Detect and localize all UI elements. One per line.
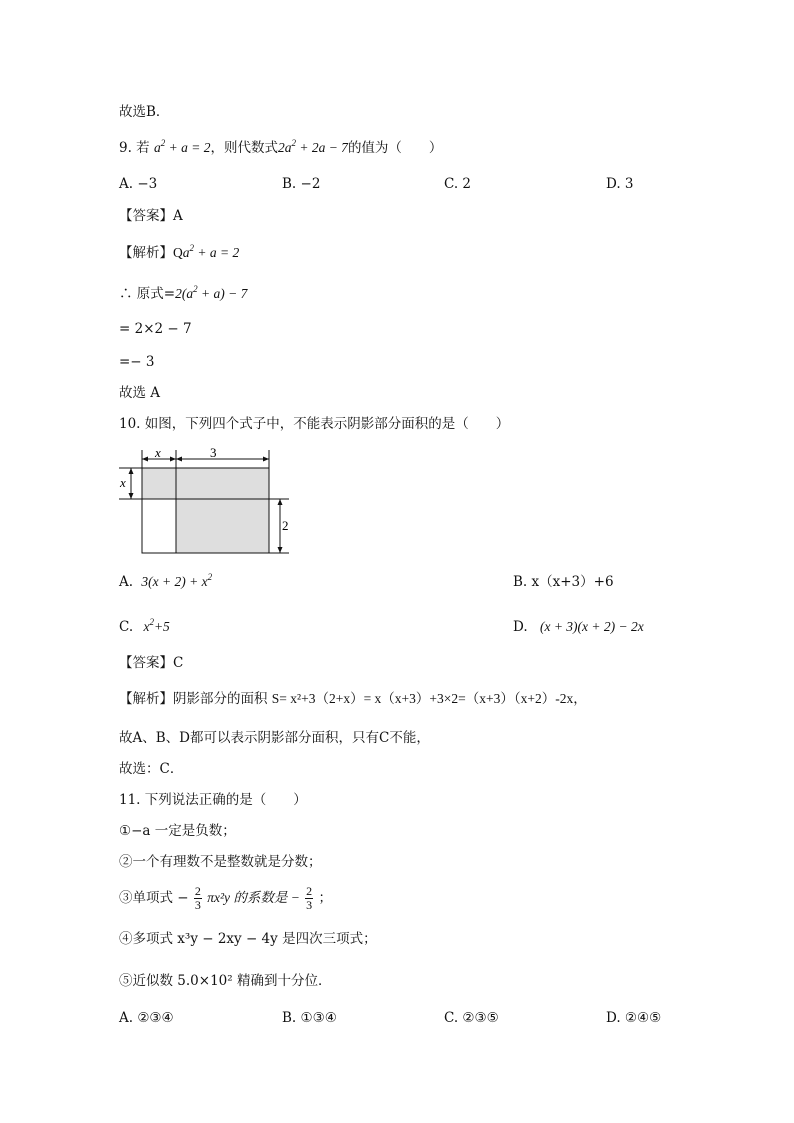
- q9-option-b: B. −2: [282, 176, 321, 192]
- q11-statement-5: ⑤近似数 5.0×10² 精确到十分位．: [119, 973, 332, 989]
- question-9: [119, 139, 442, 157]
- q9-expression: $2a^2 + 2a - 7$: [277, 138, 348, 155]
- q11-option-c: C. ②③⑤: [444, 1010, 499, 1026]
- q9-answer: 【答案】A: [119, 208, 183, 224]
- label-x-left: x: [120, 475, 126, 490]
- question-11: 11. 下列说法正确的是（ ）: [119, 792, 307, 808]
- q10-answer: 【答案】C: [119, 655, 184, 671]
- q10-c-label: C.: [119, 619, 134, 635]
- q10-option-a: [119, 573, 212, 591]
- q10-d-label: D.: [513, 619, 528, 635]
- q9-condition: $a^2 + a = 2$: [153, 138, 211, 155]
- q9-exp-label: 【解析】: [119, 245, 173, 261]
- q11-s3-mid: πx²y 的系数是 −: [207, 890, 300, 905]
- q11-s3-pre: ③单项式 −: [119, 890, 189, 906]
- q9-step-3: =− 3: [119, 354, 155, 370]
- q10-d-expr: (x + 3)(x + 2) − 2x: [539, 619, 644, 634]
- shaded-top-right: [176, 468, 269, 499]
- q9-step1-expr: $2(a^2 + a) - 7$: [175, 284, 248, 301]
- fraction-two-thirds-coef: $\frac{2}{3}$: [306, 884, 313, 912]
- q9-option-a: A. −3: [119, 176, 158, 192]
- shaded-bottom-right: [176, 499, 269, 553]
- because-symbol: Q: [173, 245, 183, 260]
- q9-therefore: ∴ 原式=: [119, 286, 176, 302]
- question-10: 10. 如图，下列四个式子中，不能表示阴影部分面积的是（ ）: [119, 416, 510, 432]
- q9-option-d: D. 3: [606, 176, 634, 192]
- q10-option-c: [119, 618, 170, 636]
- q10-a-expr: $3(x + 2) + x^2$: [141, 572, 213, 589]
- q10-option-b: B. x（x+3）+6: [513, 574, 614, 590]
- q9-option-c: C. 2: [444, 176, 472, 192]
- q11-statement-1: ①−a 一定是负数；: [119, 823, 236, 839]
- answer-line-prev: 故选B．: [119, 104, 170, 120]
- q11-statement-2: ②一个有理数不是整数就是分数；: [119, 854, 322, 870]
- shaded-square: [142, 468, 176, 499]
- q10-exp-label: 【解析】阴影部分的面积: [119, 691, 268, 707]
- q9-mid: ，则代数式: [210, 140, 278, 156]
- q9-choose: 故选 A: [119, 385, 161, 401]
- q9-number: 9. 若: [119, 140, 150, 156]
- q10-exp-body: S= x²+3（2+x）= x（x+3）+3×2=（x+3）（x+2）-2x，: [271, 691, 587, 706]
- q10-choose: 故选：C．: [119, 761, 184, 777]
- label-3: 3: [210, 445, 217, 460]
- q11-s3-end: ；: [318, 890, 332, 906]
- fraction-two-thirds: $\frac{2}{3}$: [194, 884, 201, 912]
- q11-option-a: A. ②③④: [119, 1010, 174, 1026]
- q11-option-d: D. ②④⑤: [606, 1010, 662, 1026]
- label-x-top: x: [155, 445, 161, 460]
- area-figure: [115, 444, 295, 559]
- q9-tail: 的值为（ ）: [347, 140, 443, 156]
- q11-statement-4: ④多项式 x³y − 2xy − 4y 是四次三项式；: [119, 931, 377, 947]
- q10-c-expr: $x^2+5$: [143, 617, 170, 634]
- q9-exp-cond: $a^2 + a = 2$: [182, 243, 240, 260]
- q9-explanation: [119, 244, 239, 262]
- q10-explanation: [119, 690, 587, 708]
- q10-conclusion: 故A、B、D都可以表示阴影部分面积，只有C不能，: [119, 730, 430, 746]
- q10-a-label: A.: [119, 574, 134, 590]
- label-2: 2: [282, 518, 289, 533]
- q9-step-2: = 2×2 − 7: [119, 321, 192, 337]
- q10-option-d: [513, 618, 644, 636]
- q11-option-b: B. ①③④: [282, 1010, 337, 1026]
- q11-statement-3: [119, 881, 332, 915]
- q9-step-1: [119, 285, 247, 303]
